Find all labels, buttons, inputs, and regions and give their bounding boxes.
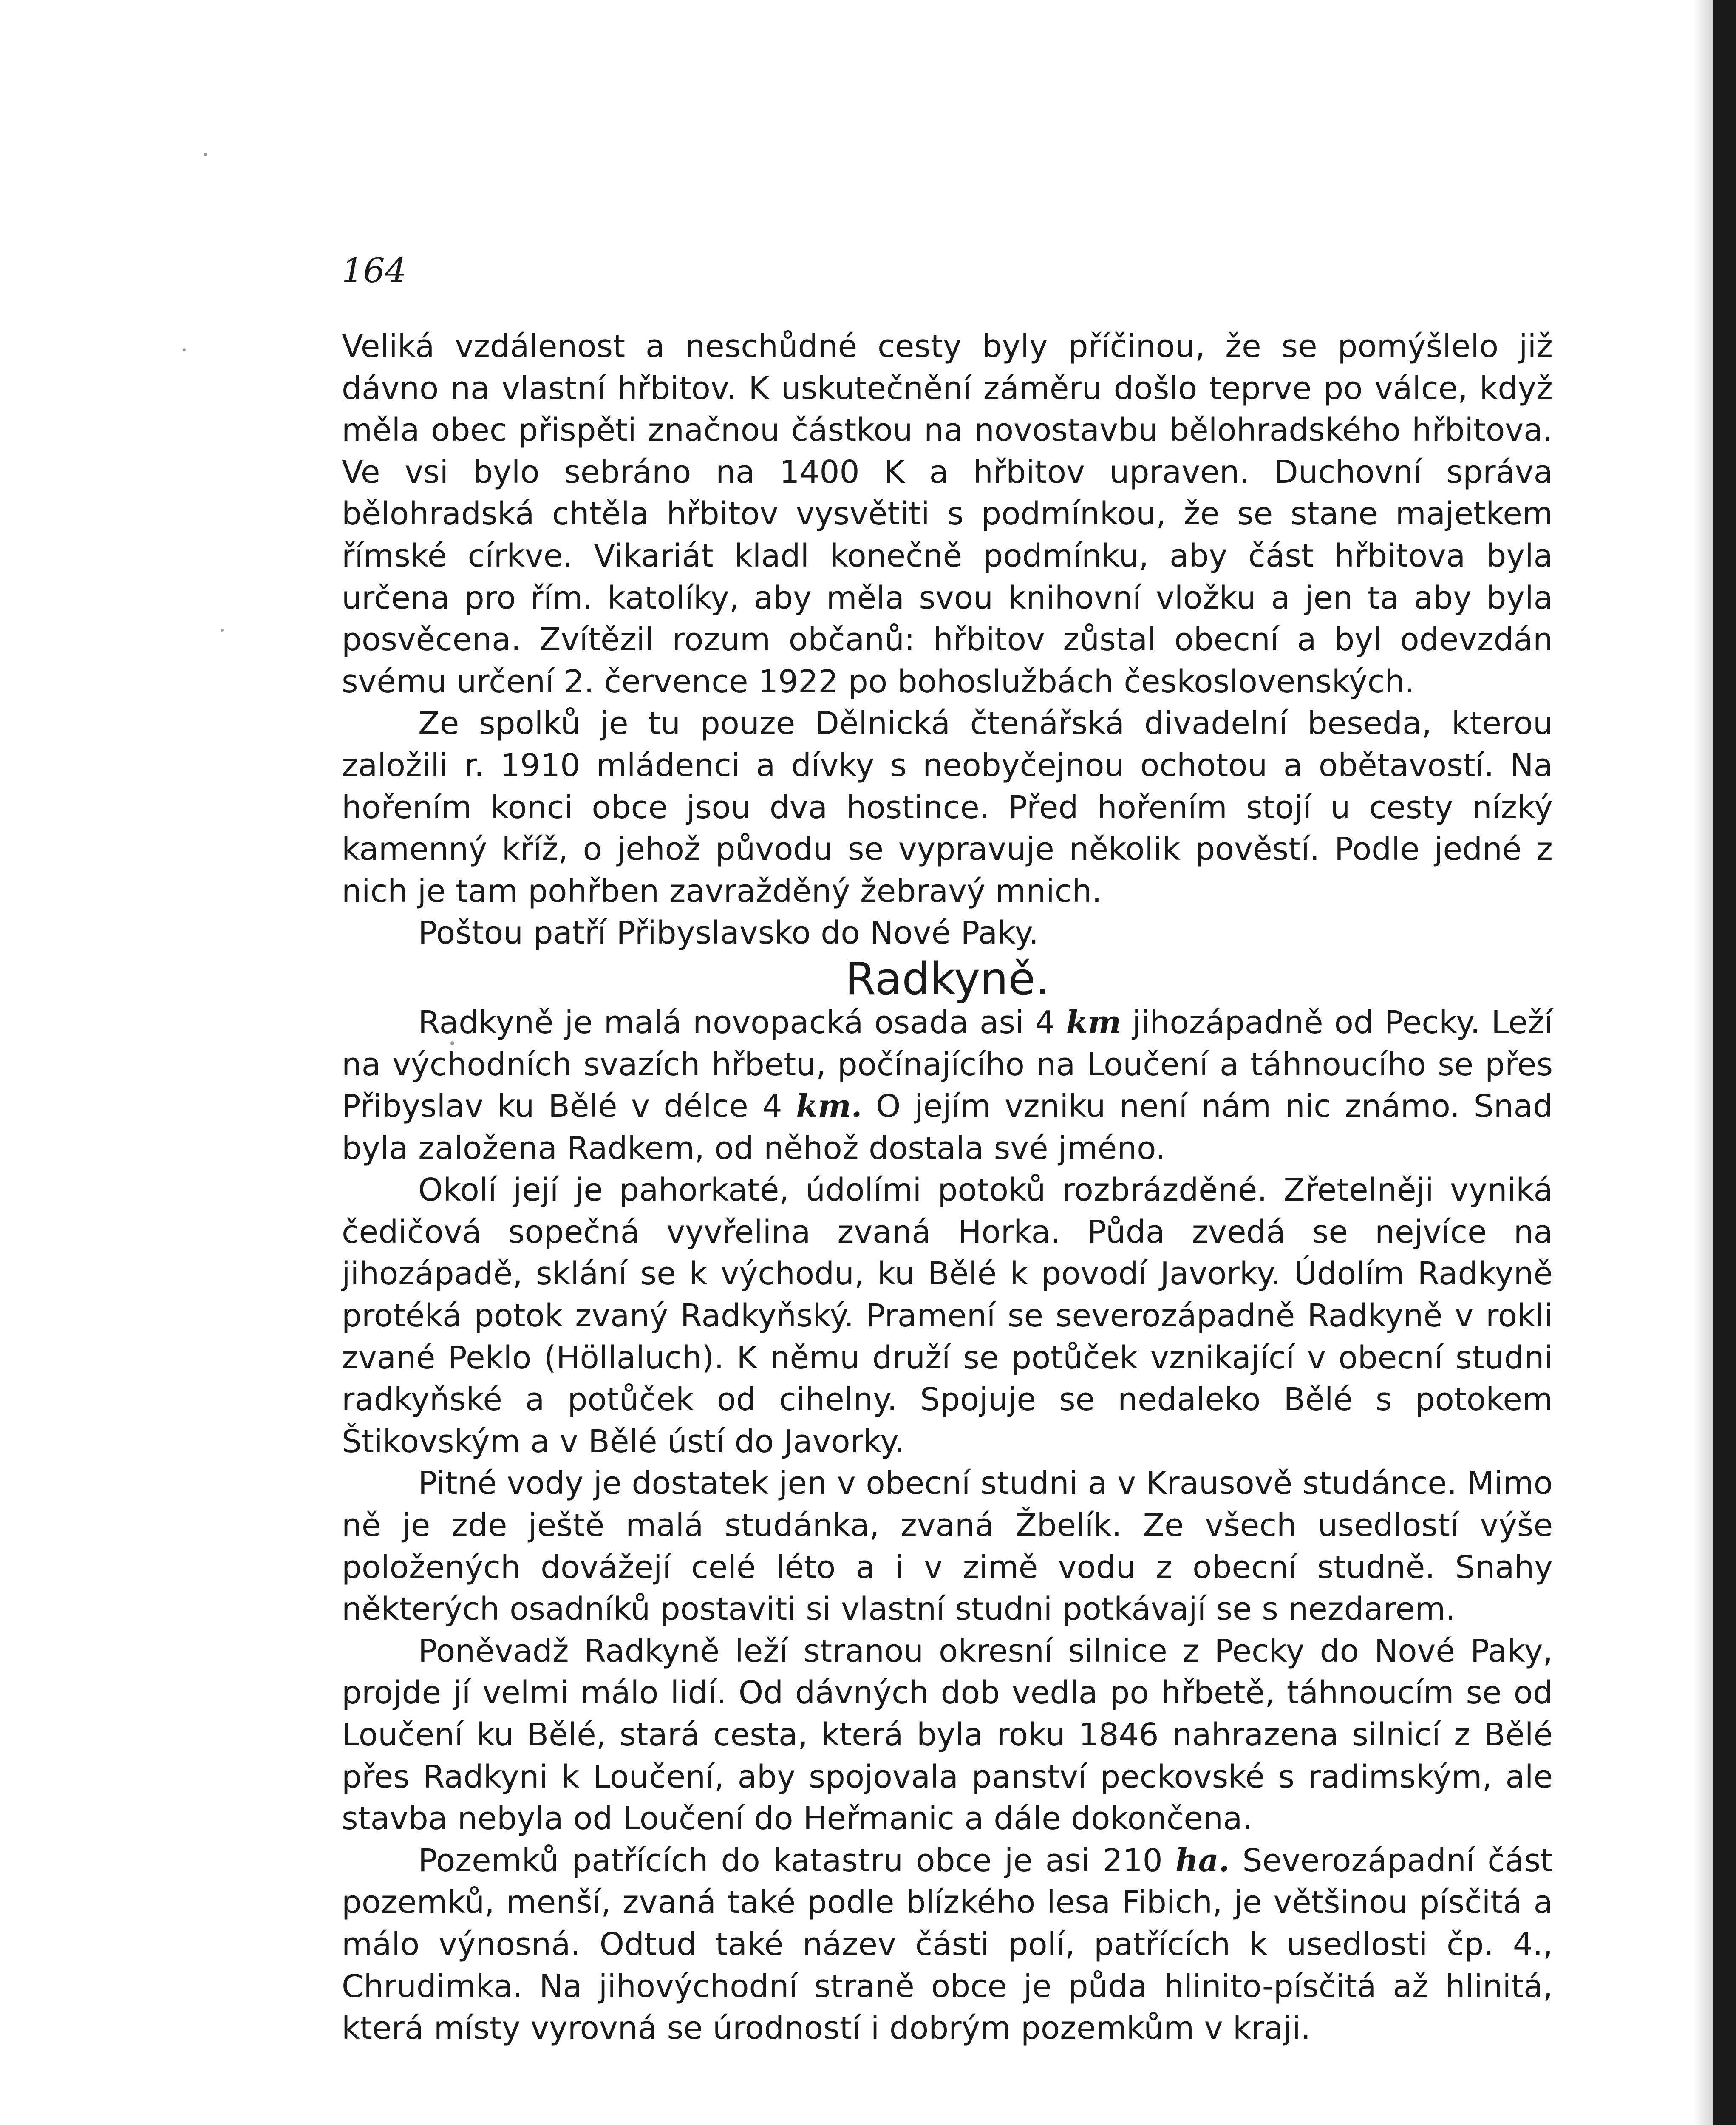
paragraph-post: Poštou patří Přibyslavsko do Nové Paky. <box>418 915 1039 952</box>
body-text <box>342 326 1553 2049</box>
paragraph-land <box>342 1840 1553 2049</box>
unit-km: km <box>1066 1004 1121 1041</box>
scan-speck <box>204 153 207 156</box>
land-text-2: Severozápadní část pozemků, menší, zvaná také podle blízkého lesa Fibich, je většinou písčitá a málo výnosná. Odtud také název části polí, patřících k usedlosti čp. 4., Chrudimka. Na jihovýchodní straně obce je půda hlinito-písčitá až hlinitá, která místy vyrovná se úrodností i dobrým pozemkům v kraji. <box>342 1842 1553 2047</box>
paragraph-water: Pitné vody je dostatek jen v obecní studni a v Krausově studánce. Mimo ně je zde ještě malá studánka, zvaná Žbelík. Ze všech usedlostí výše položených dovážejí celé léto a i v zimě vodu z obecní studně. Snahy některých osadníků postaviti si vlastní studni potkávají se s nezdarem. <box>342 1465 1553 1628</box>
unit-km: km. <box>796 1088 862 1125</box>
paragraph-cemetery: Veliká vzdálenost a neschůdné cesty byly příčinou, že se pomýšlelo již dávno na vlastní hřbitov. K uskutečnění záměru došlo teprve po válce, když měla obec přispěti značnou částkou na novostavbu bělohradského hřbitova. Ve vsi bylo sebráno na 1400 K a hřbitov upraven. Duchovní správa bělohradská chtěla hřbitov vysvětiti s podmínkou, že se stane majetkem římské církve. Vikariát kladl konečně podmínku, aby část hřbitova byla určena pro řím. katolíky, aby měla svou knihovní vložku a jen ta aby byla posvěcena. Zvítězil rozum občanů: hřbitov zůstal obecní a byl odevzdán svému určení 2. července 1922 po bohoslužbách československých. <box>342 328 1553 700</box>
section-heading: Radkyně. <box>845 952 1050 1005</box>
paragraph-associations: Ze spolků je tu pouze Dělnická čtenářská divadelní beseda, kterou založili r. 1910 mládenci a dívky s neobyčejnou ochotou a obětavostí. Na hořením konci obce jsou dva hostince. Před hořením stojí u cesty nízký kamenný kříž, o jehož původu se vypravuje několik pověstí. Podle jedné z nich je tam pohřben zavražděný žebravý mnich. <box>342 705 1553 910</box>
scan-speck <box>183 348 186 351</box>
land-text-1: Pozemků patřících do katastru obce je asi 210 <box>418 1842 1175 1879</box>
intro-text-3: O jejím vzniku není nám nic známo. Snad byla založena Radkem, od něhož dostala své jméno. <box>342 1088 1553 1167</box>
scan-speck <box>221 629 224 632</box>
page-edge-shadow <box>1694 0 1713 2125</box>
paragraph-radkyne-intro <box>342 1002 1553 1169</box>
paragraph-landscape: Okolí její je pahorkaté, údolími potoků rozbrázděné. Zřetelněji vyniká čedičová sopečná vyvřelina zvaná Horka. Půda zvedá se nejvíce na jihozápadě, sklání se k východu, ku Bělé k povodí Javorky. Údolím Radkyně protéká potok zvaný Radkyňský. Pramení se severozápadně Radkyně v rokli zvané Peklo (Höllaluch). K němu druží se potůček vznikající v obecní studni radkyňské a potůček od cihelny. Spojuje se nedaleko Bělé s potokem Štikovským a v Bělé ústí do Javorky. <box>342 1172 1553 1460</box>
unit-ha: ha. <box>1175 1842 1230 1879</box>
intro-text-1: Radkyně je malá novopacká osada asi 4 <box>418 1004 1066 1041</box>
page-number: 164 <box>342 251 407 290</box>
paragraph-road: Poněvadž Radkyně leží stranou okresní silnice z Pecky do Nové Paky, projde jí velmi málo lidí. Od dávných dob vedla po hřbetě, táhnoucím se od Loučení ku Bělé, stará cesta, která byla roku 1846 nahrazena silnicí z Bělé přes Radkyni k Loučení, aby spojovala panství peckovské s radimským, ale stavba nebyla od Loučení do Heřmanic a dále dokončena. <box>342 1632 1553 1837</box>
intro-text-2: jihozápadně od Pecky. Leží na východních svazích hřbetu, počínajícího na Loučení a táhnoucího se přes Přibyslav ku Bělé v délce 4 <box>342 1004 1553 1125</box>
